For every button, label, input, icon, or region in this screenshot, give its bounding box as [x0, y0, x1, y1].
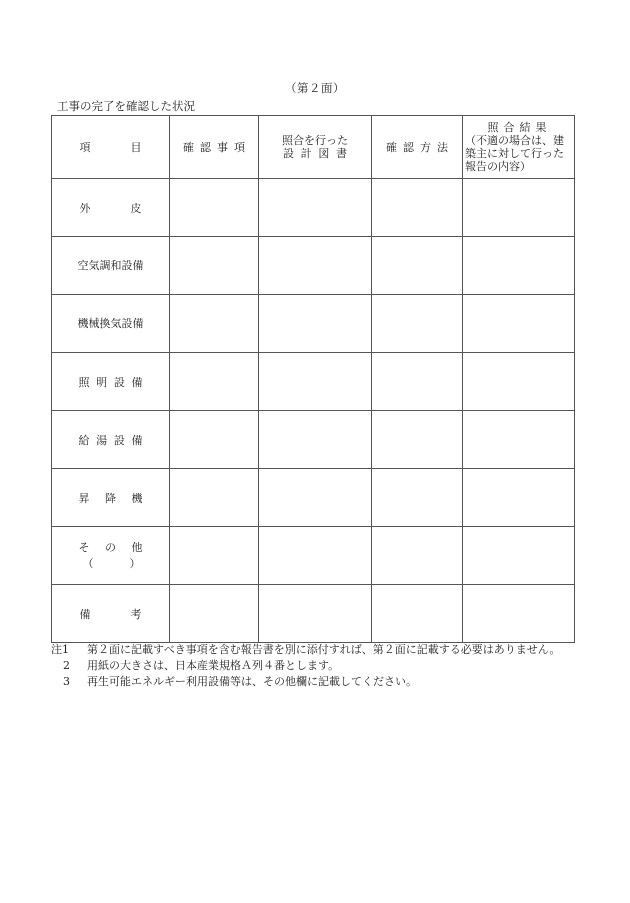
cell-method[interactable] — [372, 527, 463, 585]
cell-method[interactable] — [372, 353, 463, 411]
note-item — [51, 642, 560, 658]
row-label-char: 明 — [96, 375, 108, 389]
table-row — [52, 585, 575, 643]
header-item-char: 項 — [79, 141, 91, 154]
cell-result[interactable] — [463, 295, 575, 353]
header-char: 認 — [200, 141, 211, 154]
cell-design-docs[interactable] — [259, 527, 372, 585]
header-check-items — [170, 116, 259, 179]
other-paren-open: （ — [82, 556, 94, 570]
cell-method[interactable] — [372, 585, 463, 643]
row-label-mechanical-ventilation — [52, 295, 170, 353]
row-label-other — [52, 527, 170, 585]
note-number: 2 — [63, 659, 70, 672]
cell-design-docs[interactable] — [259, 237, 372, 295]
cell-method[interactable] — [372, 237, 463, 295]
cell-result[interactable] — [463, 527, 575, 585]
cell-check-items[interactable] — [170, 585, 259, 643]
cell-check-items[interactable] — [170, 179, 259, 237]
header-char: 確 — [386, 141, 397, 154]
header-char: 確 — [183, 141, 194, 154]
row-label-char: 設 — [113, 433, 125, 447]
header-char: 計 — [300, 147, 312, 160]
note-text: 第２面に記載すべき事項を含む報告書を別に添付すれば、第２面に記載する必要はありません。 — [87, 643, 561, 656]
header-char: 方 — [420, 141, 431, 154]
table-header-row — [52, 116, 575, 179]
header-design-docs — [259, 116, 372, 179]
table-row — [52, 237, 575, 295]
header-char: 設 — [283, 147, 294, 160]
row-label-text: 機械換気設備 — [77, 316, 144, 330]
cell-method[interactable] — [372, 295, 463, 353]
row-label-elevator — [52, 469, 170, 527]
row-label-char: 皮 — [130, 201, 142, 215]
row-label-char: 外 — [79, 201, 91, 215]
table-row — [52, 469, 575, 527]
header-result-line2: （不適の場合は、建 — [465, 134, 564, 147]
cell-result[interactable] — [463, 237, 575, 295]
row-label-char: 照 — [78, 375, 90, 389]
row-label-char: 備 — [131, 433, 143, 447]
header-char: 事 — [217, 141, 228, 154]
other-paren-close: ） — [129, 556, 141, 570]
note-num-1: 1 — [62, 643, 69, 656]
header-method — [372, 116, 463, 179]
table-row — [52, 353, 575, 411]
row-label-char: 他 — [131, 540, 143, 554]
cell-design-docs[interactable] — [259, 411, 372, 469]
header-char: 書 — [335, 147, 347, 160]
cell-result[interactable] — [463, 411, 575, 469]
header-char: 図 — [318, 147, 330, 160]
cell-check-items[interactable] — [170, 353, 259, 411]
cell-check-items[interactable] — [170, 469, 259, 527]
cell-method[interactable] — [372, 469, 463, 527]
confirmation-table — [51, 115, 575, 643]
table-row — [52, 179, 575, 237]
row-label-air-conditioning — [52, 237, 170, 295]
note-item — [51, 674, 560, 690]
cell-design-docs[interactable] — [259, 179, 372, 237]
cell-check-items[interactable] — [170, 237, 259, 295]
cell-method[interactable] — [372, 179, 463, 237]
header-char: 認 — [403, 141, 414, 154]
cell-design-docs[interactable] — [259, 353, 372, 411]
table-row — [52, 295, 575, 353]
cell-result[interactable] — [463, 469, 575, 527]
note-prefix: 注 — [51, 643, 62, 656]
row-label-envelope — [52, 179, 170, 237]
cell-check-items[interactable] — [170, 411, 259, 469]
row-label-char: 機 — [131, 491, 143, 505]
header-docs-line1: 照合を行った — [282, 134, 348, 147]
header-result-line1: 照合結果 — [487, 121, 552, 134]
table-row — [52, 411, 575, 469]
note-text: 再生可能エネルギー利用設備等は、その他欄に記載してください。 — [87, 675, 417, 688]
row-label-char: 設 — [113, 375, 125, 389]
cell-design-docs[interactable] — [259, 585, 372, 643]
row-label-char: 備 — [131, 375, 143, 389]
row-label-char: 給 — [78, 433, 90, 447]
row-label-char: 湯 — [96, 433, 108, 447]
cell-method[interactable] — [372, 411, 463, 469]
row-label-char: 昇 — [78, 491, 90, 505]
note-number: 3 — [63, 675, 70, 688]
header-item-char: 目 — [130, 141, 142, 154]
row-label-lighting — [52, 353, 170, 411]
table-row — [52, 527, 575, 585]
section-title: 工事の完了を確認した状況 — [57, 99, 195, 113]
header-char: 法 — [437, 141, 448, 154]
row-label-char: の — [105, 540, 116, 554]
note-number — [51, 642, 87, 658]
row-label-char: そ — [78, 540, 90, 554]
row-label-text: 空気調和設備 — [77, 258, 144, 272]
cell-design-docs[interactable] — [259, 469, 372, 527]
notes-section — [51, 642, 560, 690]
header-result — [463, 116, 575, 179]
header-result-line4: 報告の内容） — [465, 160, 531, 173]
cell-design-docs[interactable] — [259, 295, 372, 353]
header-item — [52, 116, 170, 179]
page-title: （第２面） — [285, 81, 345, 95]
row-label-char: 考 — [130, 607, 142, 621]
row-label-char: 備 — [79, 607, 91, 621]
cell-result[interactable] — [463, 353, 575, 411]
note-text: 用紙の大きさは、日本産業規格Ａ列４番とします。 — [87, 659, 340, 672]
cell-result[interactable] — [463, 179, 575, 237]
cell-check-items[interactable] — [170, 295, 259, 353]
note-item — [51, 658, 560, 674]
cell-check-items[interactable] — [170, 527, 259, 585]
row-label-hot-water — [52, 411, 170, 469]
header-char: 項 — [234, 141, 245, 154]
cell-result[interactable] — [463, 585, 575, 643]
header-result-line3: 築主に対して行った — [465, 147, 564, 160]
row-label-char: 降 — [105, 491, 116, 505]
row-label-remarks — [52, 585, 170, 643]
